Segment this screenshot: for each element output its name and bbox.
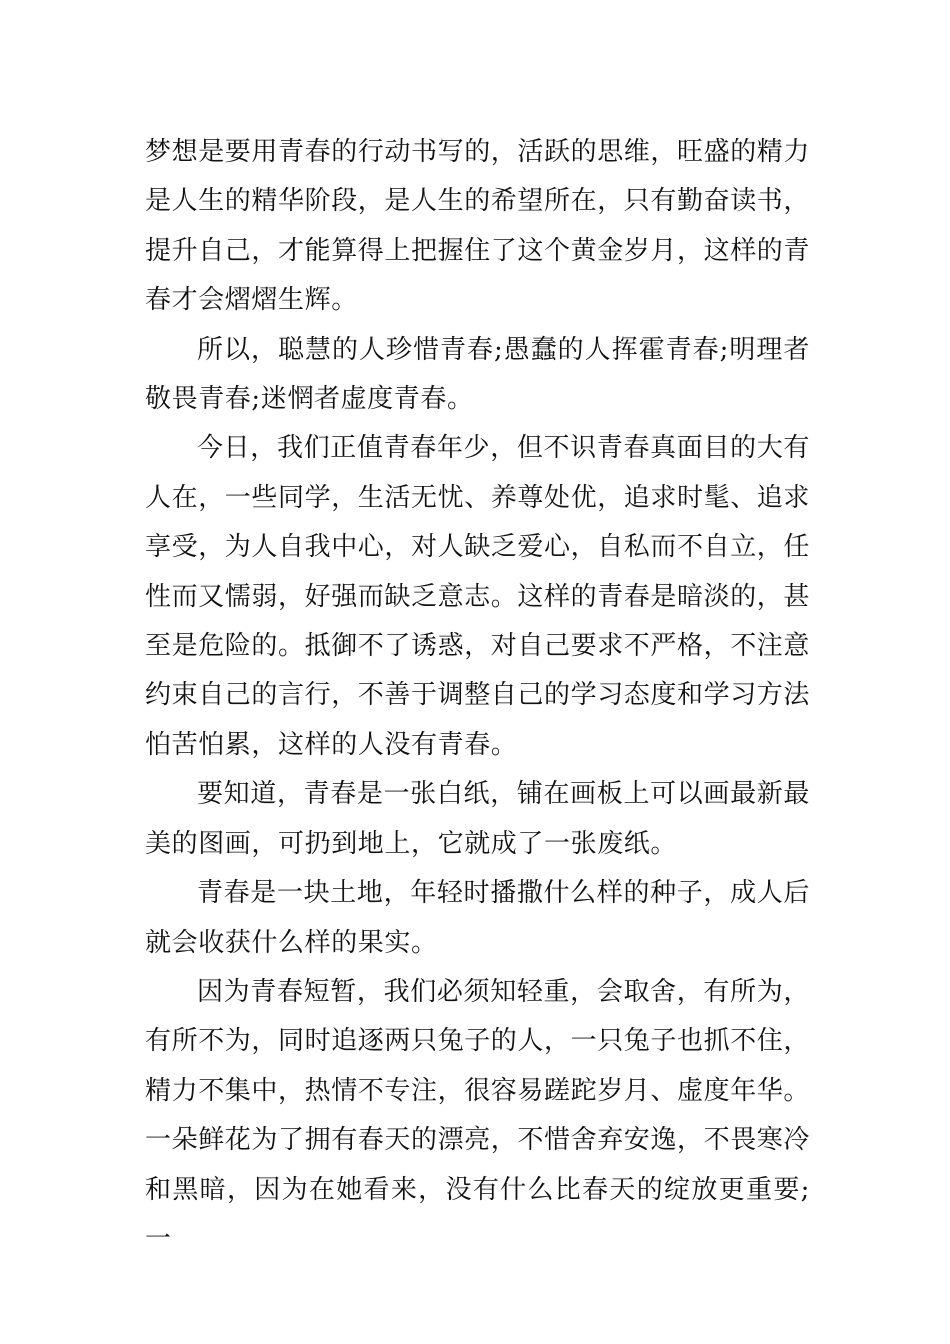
document-body (145, 128, 810, 1264)
paragraph-3: 今日，我们正值青春年少，但不识青春真面目的大有人在，一些同学，生活无忧、养尊处优，追求时髦、追求享受，为人自我中心，对人缺乏爱心，自私而不自立，任性而又懦弱，好强而缺乏意志。这样的青春是暗淡的，甚至是危险的。抵御不了诱惑，对自己要求不严格，不注意约束自己的言行，不善于调整自己的学习态度和学习方法怕苦怕累，这样的人没有青春。 (145, 433, 811, 760)
paragraph-6: 因为青春短暂，我们必须知轻重，会取舍，有所为，有所不为，同时追逐两只兔子的人，一只兔子也抓不住，精力不集中，热情不专注，很容易蹉跎岁月、虚度年华。一朵鲜花为了拥有春天的漂亮，不惜舍弃安逸，不畏寒冷和黑暗，因为在她看来，没有什么比春天的绽放更重要;一 (145, 976, 811, 1254)
paragraph-5: 青春是一块土地，年轻时播撒什么样的种子，成人后就会收获什么样的果实。 (145, 878, 810, 958)
paragraph-1: 梦想是要用青春的行动书写的，活跃的思维，旺盛的精力是人生的精华阶段，是人生的希望所在，只有勤奋读书，提升自己，才能算得上把握住了这个黄金岁月，这样的青春才会熠熠生辉。 (145, 137, 811, 316)
paragraph-4: 要知道，青春是一张白纸，铺在画板上可以画最新最美的图画，可扔到地上，它就成了一张废纸。 (145, 779, 810, 859)
paragraph-2: 所以，聪慧的人珍惜青春;愚蠢的人挥霍青春;明理者敬畏青春;迷惘者虚度青春。 (145, 334, 810, 415)
